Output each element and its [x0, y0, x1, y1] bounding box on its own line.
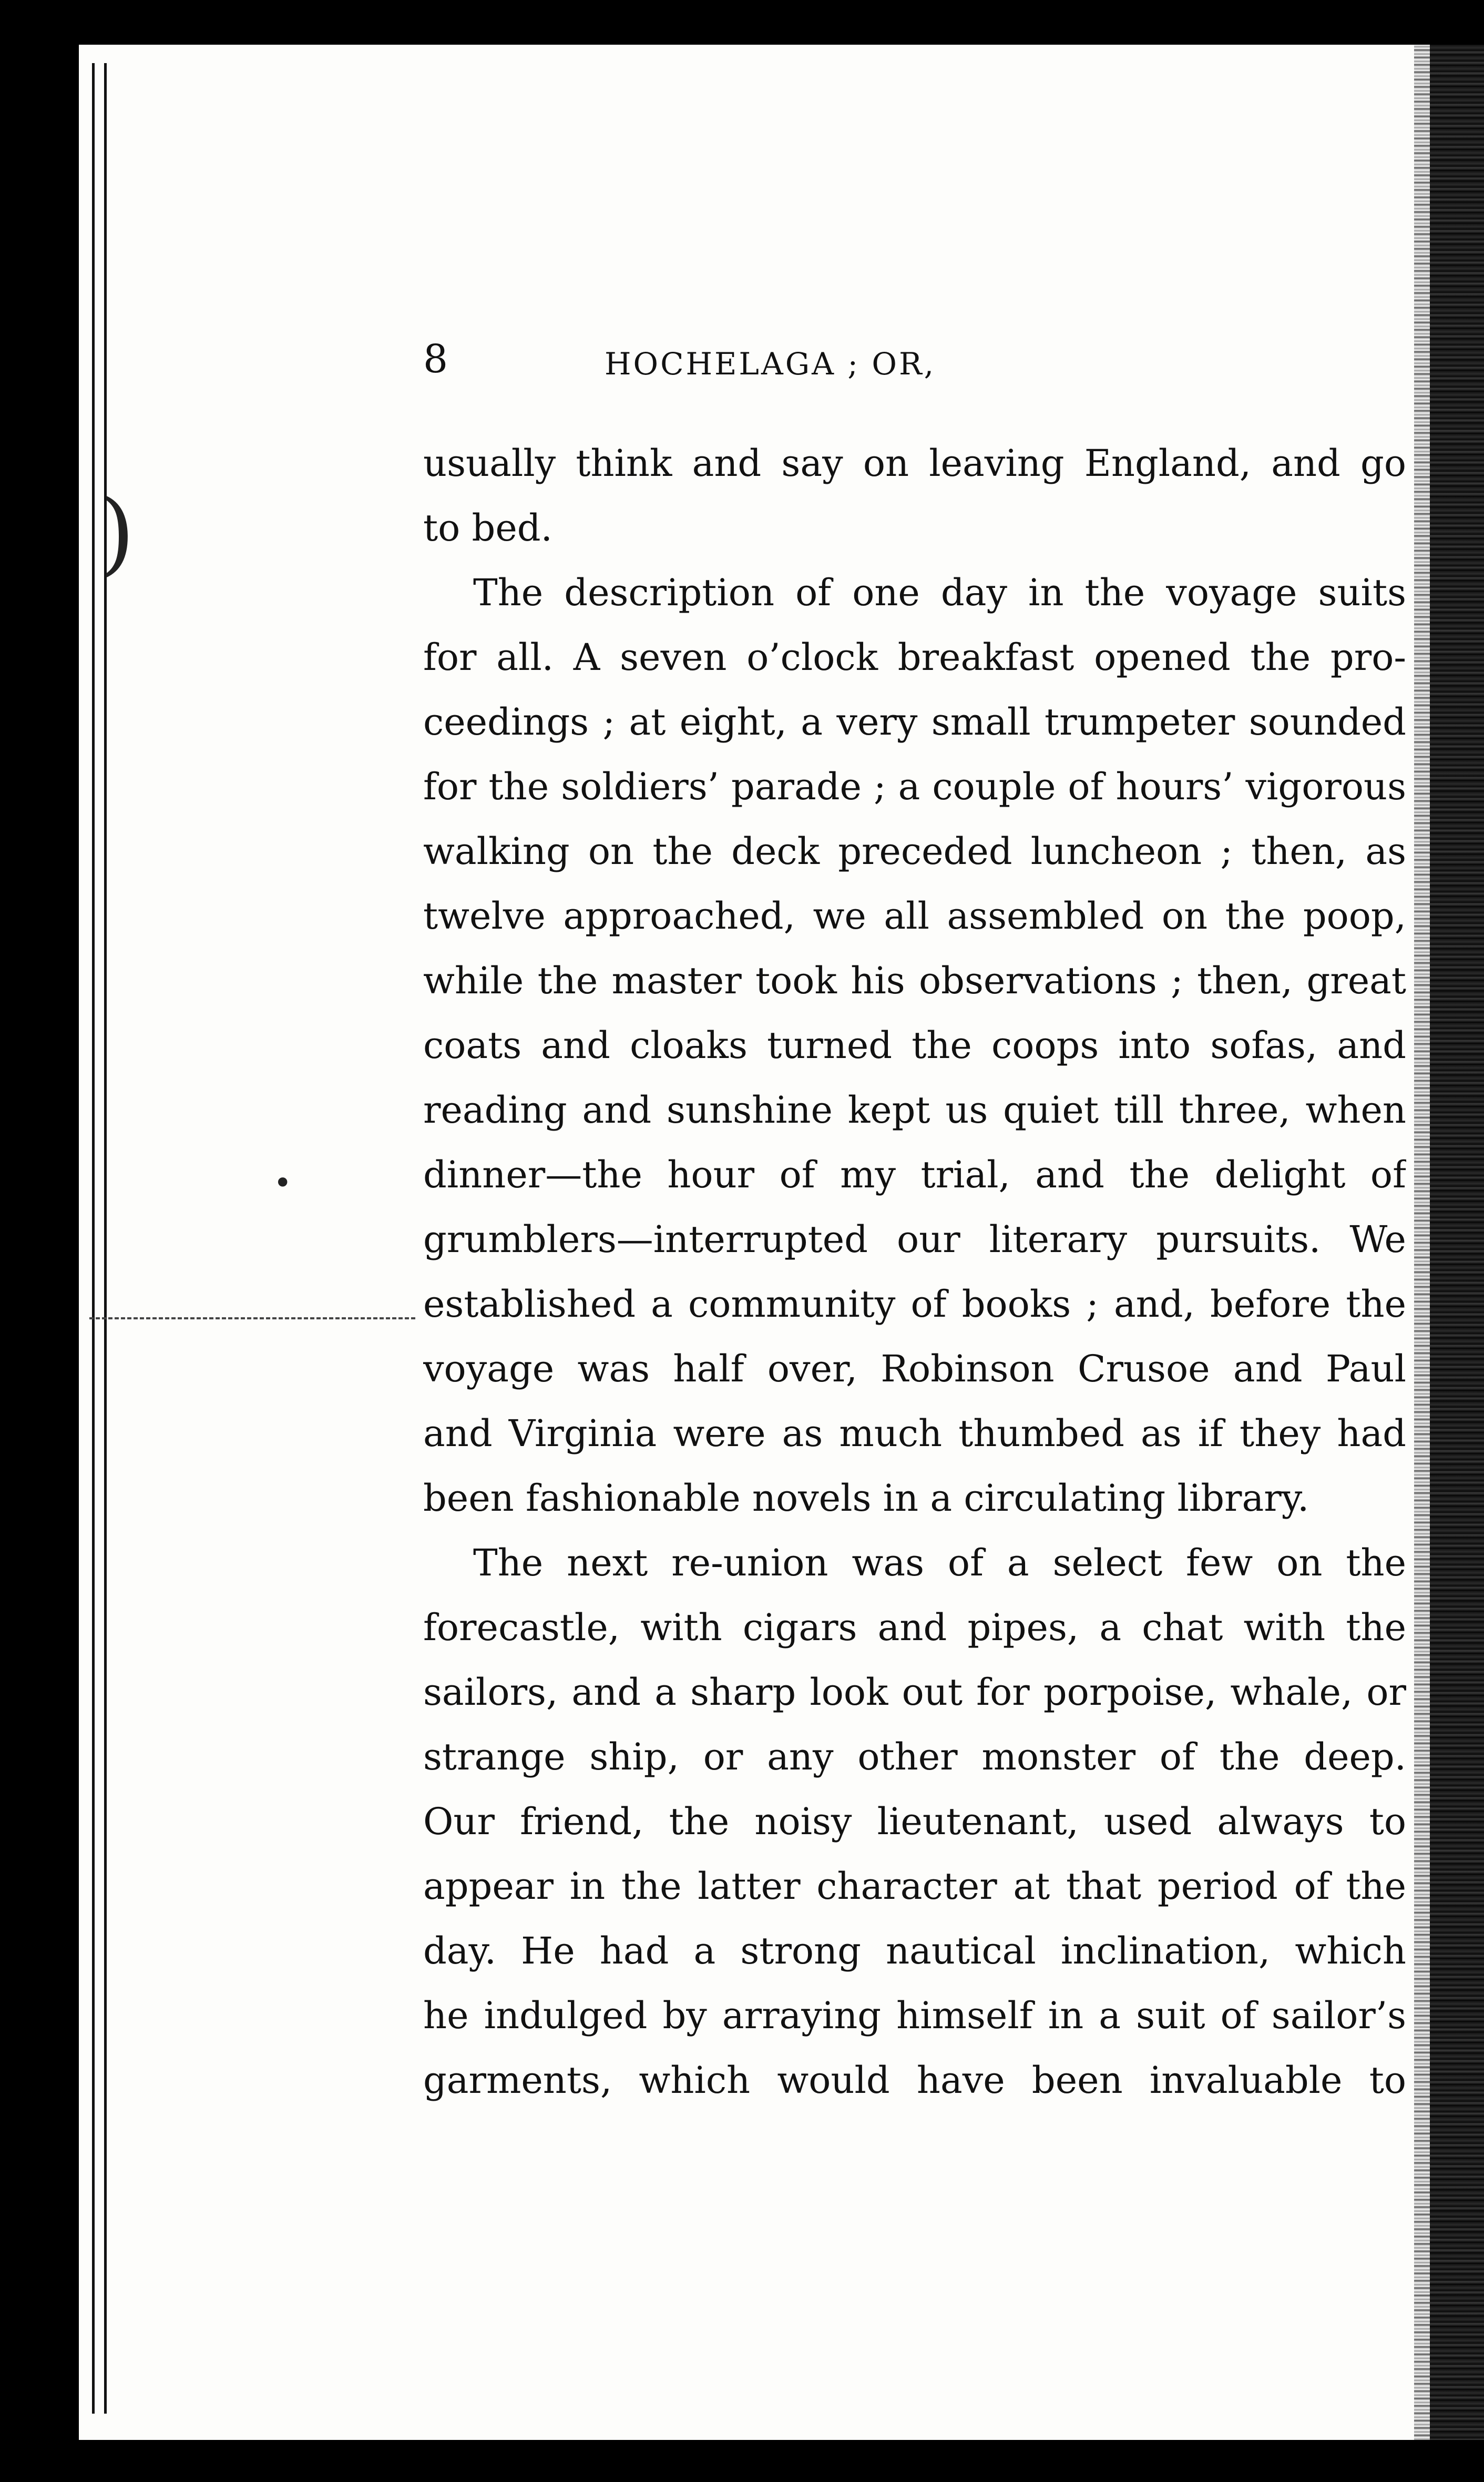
- running-head: HOCHELAGA ; OR,: [604, 346, 936, 382]
- text-line: Our friend, the noisy lieutenant, used always to: [423, 1800, 1406, 1843]
- gutter-line-inner: [104, 63, 107, 2414]
- text-line: walking on the deck preceded luncheon ; then, as: [423, 830, 1406, 873]
- text-line: for all. A seven o’clock breakfast opened the pro-: [423, 636, 1406, 679]
- text-line: The next re-union was of a select few on the: [473, 1541, 1406, 1584]
- page-header: [423, 337, 1117, 400]
- text-line: coats and cloaks turned the coops into sofas, and: [423, 1024, 1406, 1067]
- text-line: day. He had a strong nautical inclination, which: [423, 1929, 1406, 1972]
- text-line: forecastle, with cigars and pipes, a chat with the: [423, 1606, 1406, 1649]
- text-line: twelve approached, we all assembled on the poop,: [423, 894, 1406, 938]
- text-line: voyage was half over, Robinson Crusoe and Paul: [423, 1347, 1406, 1390]
- gutter-line-left: [92, 63, 95, 2414]
- text-line: and Virginia were as much thumbed as if they had: [423, 1412, 1406, 1455]
- text-line: dinner—the hour of my trial, and the delight of: [423, 1153, 1406, 1196]
- text-line: sailors, and a sharp look out for porpoise, whale, or: [423, 1671, 1406, 1714]
- text-line: usually think and say on leaving England, and go: [423, 442, 1406, 485]
- margin-dot-mark: •: [273, 1165, 292, 1202]
- text-line: appear in the latter character at that period of the: [423, 1865, 1406, 1908]
- page-number: 8: [423, 337, 448, 382]
- text-line: grumblers—interrupted our literary pursuits. We: [423, 1218, 1406, 1261]
- text-line: garments, which would have been invaluable to: [423, 2059, 1406, 2102]
- margin-bracket-mark: ): [100, 481, 135, 585]
- text-line: The description of one day in the voyage suits: [473, 571, 1406, 614]
- text-line: established a community of books ; and, before the: [423, 1283, 1406, 1326]
- margin-dash-mark: [89, 1317, 415, 1319]
- text-line: been fashionable novels in a circulating library.: [423, 1477, 1309, 1520]
- page-edge-texture: [1414, 45, 1430, 2440]
- text-line: reading and sunshine kept us quiet till three, when: [423, 1089, 1406, 1132]
- text-line: strange ship, or any other monster of the deep.: [423, 1735, 1406, 1778]
- text-line: he indulged by arraying himself in a suit of sailor’s: [423, 1994, 1406, 2037]
- text-line: to bed.: [423, 506, 552, 550]
- text-line: ceedings ; at eight, a very small trumpeter sounded: [423, 700, 1406, 744]
- text-line: while the master took his observations ; then, great: [423, 959, 1406, 1002]
- text-line: for the soldiers’ parade ; a couple of hours’ vigorous: [423, 765, 1406, 808]
- body-text: [423, 431, 1406, 2113]
